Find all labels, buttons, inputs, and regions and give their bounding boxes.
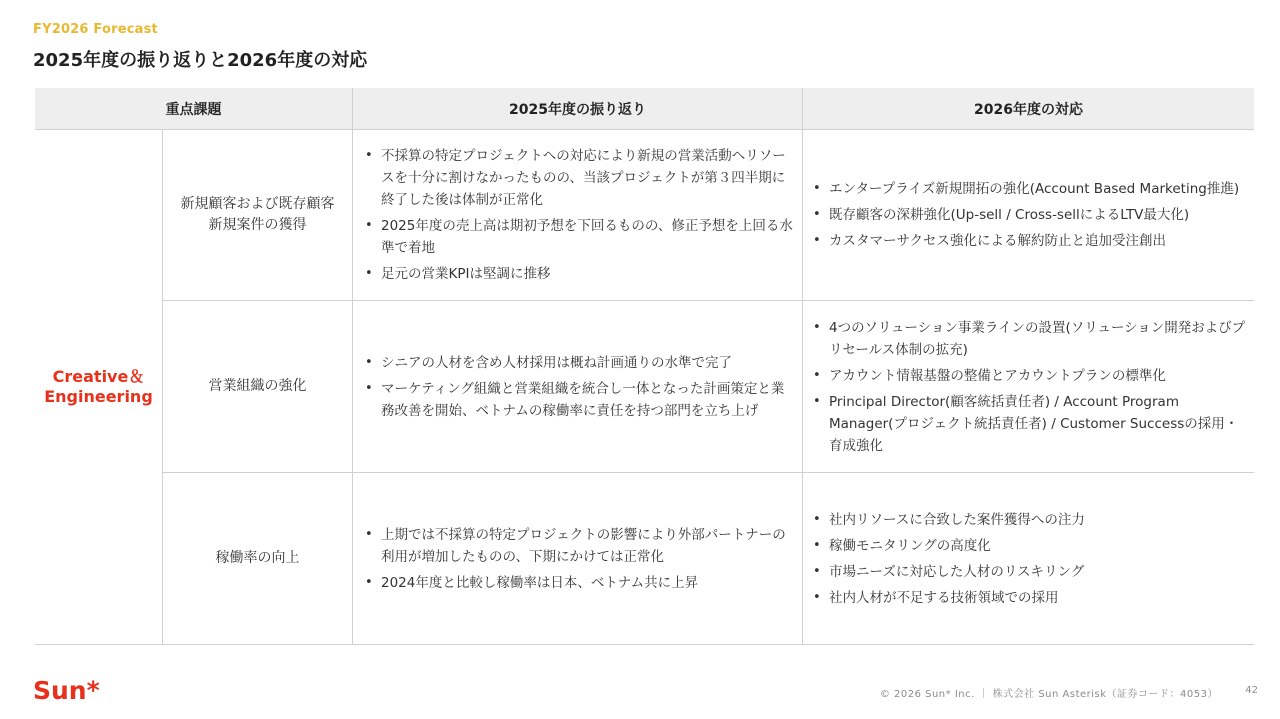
list-item: • 2025年度の売上高は期初予想を下回るものの、修正予想を上回る水準で着地 <box>365 218 793 256</box>
company-logo: Sun* <box>33 676 100 705</box>
header-priority: 重点課題 <box>35 88 352 129</box>
copyright-text: © 2026 Sun* Inc. ｜ 株式会社 Sun Asterisk（証券コード：4053） <box>879 689 1218 700</box>
divider <box>35 644 1254 645</box>
list-item: • シニアの人材を含め人材採用は概ね計画通りの水準で完了 <box>365 354 732 371</box>
list-item: • 稼働モニタリングの高度化 <box>813 537 991 554</box>
list-item: • 2024年度と比較し稼働率は日本、ベトナム共に上昇 <box>365 574 699 591</box>
list-item: • カスタマーサクセス強化による解約防止と追加受注創出 <box>813 233 1166 249</box>
row-label-text: 新規顧客および既存顧客 新規案件の獲得 <box>180 196 335 233</box>
priority-table <box>35 88 1254 645</box>
category-label <box>35 129 162 645</box>
list-item: • マーケティング組織と営業組織を統合し一体となった計画策定と業務改善を開始、ベトナムの稼働率に責任を持つ部門を立ち上げ <box>365 380 785 419</box>
list-item: • 既存顧客の深耕強化(Up-sell / Cross-sellによるLTV最大化) <box>813 207 1190 223</box>
list-item: • エンタープライズ新規開拓の強化(Account Based Marketing推進) <box>813 181 1240 197</box>
category-line-2: Engineering <box>44 387 153 406</box>
review-cell-sales-org <box>363 301 795 472</box>
category-line-1: Creative＆ <box>52 367 145 386</box>
row-label-text: 営業組織の強化 <box>208 378 307 394</box>
list-item: • 足元の営業KPIは堅調に推移 <box>365 266 551 282</box>
row-label-text: 稼働率の向上 <box>215 550 300 566</box>
plan-cell-new-customers <box>811 130 1247 300</box>
page-number: 42 <box>1245 685 1258 696</box>
row-label-utilization <box>163 473 352 644</box>
list-item: • 社内人材が不足する技術領域での採用 <box>813 589 1059 606</box>
divider <box>352 88 353 645</box>
list-item: • 市場ニーズに対応した人材のリスキリング <box>813 563 1085 580</box>
list-item: • 不採算の特定プロジェクトへの対応により新規の営業活動へリソースを十分に割けなかったものの、当該プロジェクトが第３四半期に終了した後は体制が正常化 <box>365 148 786 208</box>
review-cell-utilization <box>363 473 795 644</box>
header-review: 2025年度の振り返り <box>353 88 802 129</box>
header-plan: 2026年度の対応 <box>803 88 1254 129</box>
review-cell-new-customers <box>363 130 795 300</box>
list-item: • アカウント情報基盤の整備とアカウントプランの標準化 <box>813 367 1166 384</box>
page-title: 2025年度の振り返りと2026年度の対応 <box>33 50 368 71</box>
divider <box>802 88 803 645</box>
plan-cell-sales-org <box>811 301 1247 472</box>
list-item: • 上期では不採算の特定プロジェクトの影響により外部パートナーの利用が増加したものの、下期にかけては正常化 <box>365 526 786 565</box>
list-item: • 社内リソースに合致した案件獲得への注力 <box>813 511 1085 528</box>
list-item: • 4つのソリューション事業ラインの設置(ソリューション開発およびプリセールス体制の拡充) <box>813 319 1246 358</box>
plan-cell-utilization <box>811 473 1247 644</box>
row-label-new-customers <box>163 130 352 300</box>
list-item: • Principal Director(顧客統括責任者) / Account Program Manager(プロジェクト統括責任者) / Customer Successの採用・育成強化 <box>813 393 1239 454</box>
eyebrow-label: FY2026 Forecast <box>33 22 158 37</box>
row-label-sales-org <box>163 301 352 472</box>
